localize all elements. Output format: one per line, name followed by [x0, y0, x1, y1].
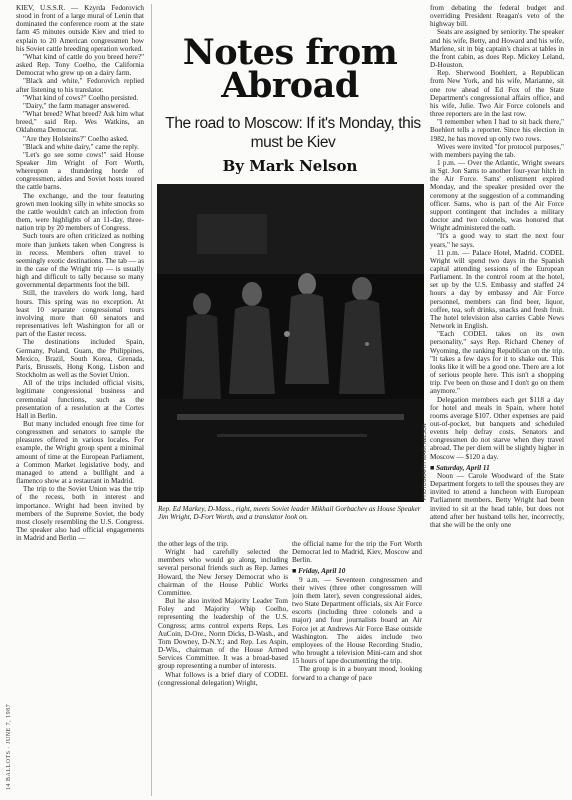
headline-line-2: Abroad — [221, 65, 359, 106]
margin-date-text: 14 BALLOTS · JUNE 7, 1987 — [6, 703, 12, 790]
paragraph: But many included enough free time for congressmen and senators to sample the pleasures offered in various locales. For example, the Wright group spent a minimal amount of time at the European Parliament, a Common Market legislative body, and managed to attend a bullfight and a flamenco show at a restaurant in Madrid. — [16, 419, 144, 486]
paragraph: Still, the travelers do work long, hard hours. This spring was no exception. At least 10 separate congressional tours involving more than 60 senators and representatives left Washington for all or part of the Easter recess. — [16, 289, 144, 339]
paragraph: The trip to the Soviet Union was the trip of the recess, both in interest and importance. Wright had been invited by members of the Supreme Soviet, the body most closely resembling the U.S. Congress. The speaker also had official engagements in Madrid and Berlin — — [16, 485, 144, 543]
paragraph: "Black and white dairy," came the reply. — [23, 142, 139, 151]
paragraph: the other legs of the trip. — [158, 540, 229, 548]
paragraph: But he also invited Majority Leader Tom Foley and Majority Whip Coelho, representing the leadership of the U.S. Congress; arms control experts Reps. Les AuCoin, D-Ore., Norm Dicks, D-Wash., and Tom Downey, D-N.Y.; and Rep. Les Aspin, D-Wis., chairman of the House Armed Services Committee. It was a broad-based group representing a number of interests. — [158, 597, 288, 671]
paragraph: Wright had carefully selected the members who would go along, including several personal friends such as Rep. James Howard, the New Jersey Democrat who is chairman of the House Public Works Committee. — [158, 548, 288, 597]
column-4 — [430, 4, 564, 796]
paragraph: "Let's go see some cows!" said House Speaker Jim Wright of Fort Worth, whereupon a thundering horde of congressmen, aides and Soviet hosts toured the cattle barns. — [16, 150, 144, 192]
news-photo — [157, 184, 424, 502]
paragraph: The group is in a buoyant mood, looking forward to a change of pace — [292, 665, 422, 682]
column-3-intro: the official name for the trip the Fort Worth Democrat led to Madrid, Kiev, Moscow and Berlin. — [292, 540, 422, 565]
paragraph: 11 p.m. — Palace Hotel, Madrid. CODEL Wright will spend two days in the Spanish capital attending sessions of the European Parliament. In the control room at the hotel, set up by the U.S. Embassy and staffed 24 hours a day by embassy and Air Force personnel, members can find beer, liquor, coffee, tea, soft drinks, snacks and fresh fruit. The hotel television also carries Cable News Network in English. — [430, 248, 564, 331]
paragraph: "What kind of cattle do you breed here?" asked Rep. Tony Coelho, the California Democrat who grew up on a dairy farm. — [16, 52, 144, 78]
subheadline: The road to Moscow: If it's Monday, this must be Kiev — [165, 115, 421, 151]
paragraph: "It's a good way to start the next four years," he says. — [430, 232, 564, 249]
dateline-saturday: ■ Saturday, April 11 — [430, 463, 490, 472]
paragraph: Delegation members each get $118 a day for hotel and meals in Spain, where hotel rooms average $107. Other expenses are paid out-of-pocket, but banquets and scheduled events help defray costs. Senators and congressmen do not starve when they travel abroad. The per diem will be slightly higher in Moscow — $120 a day. — [430, 395, 564, 461]
paragraph: Seats are assigned by seniority. The speaker and his wife, Betty, and Howard and his wife, Marlene, sit in big captain's chairs at tables in the front cabin, as does Rep. Mickey Leland, D-Houston. — [430, 28, 564, 70]
photo-caption: Rep. Ed Markey, D-Mass., right, meets Soviet leader Mikhail Gorbachev as House Speaker Jim Wright, D-Fort Worth, and a translator look on. — [158, 505, 421, 522]
paragraph: The destinations included Spain, Germany, Poland, Guam, the Philippines, Mexico, Brazil, South Korea, Grenada, Paris, Brussels, Hong Kong, Lisbon and Stockholm as well as the Soviet Union. — [16, 338, 144, 380]
paragraph: "Are they Holsteins?" Coelho asked. — [23, 134, 129, 143]
paragraph: "What breed? What breed? Ask him what breed," said Rep. Wes Watkins, an Oklahoma Democrat. — [16, 110, 144, 135]
paragraph: 1 p.m. — Over the Atlantic, Wright swears in Sgt. Jon Sams to another four-year hitch in the Air Force. Sams' enlistment expired Monday, and the speaker presided over the ceremony at the suggestion of a commanding officer. Sams, who is part of the Air Force support contingent that includes a military doctor and two colonels, was honored that Wright administered the oath. — [430, 158, 564, 233]
photo-image — [157, 184, 424, 502]
paragraph: Wives were invited "for protocol purposes," with members paying the tab. — [430, 142, 564, 159]
column-3 — [292, 540, 422, 796]
paragraph: "Each CODEL takes on its own personality," says Rep. Richard Cheney of Wyoming, the ranking Republican on the trip. "It takes a few days for it to shake out. This looks like it will be a good one. There are a lot of serious people here. This isn't a shopping trip. I've been on those and I don't go on them anymore." — [430, 330, 564, 396]
column-divider — [151, 4, 152, 796]
paragraph: from debating the federal budget and overriding President Reagan's veto of the highway bill. — [430, 4, 564, 29]
paragraph: "Black and white," Fedorovich replied after listening to his translator. — [16, 77, 144, 94]
column-1 — [16, 4, 144, 796]
photo-credit: PHOTOGRAPHY MARK NELSON — [422, 423, 428, 500]
paragraph: "What kind of cows?" Coelho persisted. — [23, 93, 139, 102]
headline — [158, 32, 422, 106]
dateline-friday: ■ Friday, April 10 — [292, 567, 346, 576]
paragraph: Noon — Carole Woodward of the State Department forgets to tell the spouses they are invited to attend a luncheon with European Parliament members. Betty Wright had been invited to sit at the head table, but does not attend after her husband tells her, incorrectly, that she will be the only one — [430, 471, 564, 529]
paragraph: What follows is a brief diary of CODEL (congressional delegation) Wright, — [158, 670, 288, 687]
headline-line-1: Notes from — [182, 32, 398, 73]
paragraph: The exchange, and the tour featuring grown men looking silly in white smocks so the cattle wouldn't catch an infection from them, were highlights of an 11-day, three-nation trip by 20 members of Congress. — [16, 191, 144, 233]
column-2 — [158, 540, 288, 796]
paragraph: 9 a.m. — Seventeen congressmen and their wives (three other congressmen will join them later), seven congressional aides, two State Department officials, six Air Force escorts (including three colonels and a major) and four journalists board an Air Force jet at Andrews Air Force Base outside Washington. The aides include two employees of the House Recording Studio, who brought a television Mini-cam and shot 15 hours of tape documenting the trip. — [292, 575, 422, 666]
paragraph: KIEV, U.S.S.R. — Kzyrda Fedorovich stood in front of a large mural of Lenin that dominated the conference room at the state farm 45 minutes outside Kiev and tried to explain to 20 American congressmen how his Soviet cattle breeding operation worked. — [16, 4, 144, 53]
paragraph: Rep. Sherwood Boehlert, a Republican from New York, and his wife, Marianne, sit one row ahead of Ed Fox of the State Department's congressional affairs office, and his wife, Julie. Two Air Force colonels and three reporters are in the last row. — [430, 69, 564, 119]
paragraph: Such tours are often criticized as nothing more than junkets taken when Congress is in recess. Members often travel to seemingly exotic destinations. The tab — as in the case of the Wright trip — is usually high and difficult to tally because so many governmental departments foot the bill. — [16, 232, 144, 290]
byline: By Mark Nelson — [222, 157, 358, 175]
paragraph: All of the trips included official visits, legitimate congressional business and ceremonial functions, such as the presentation of a resolution at the Cortes Hall in Berlin. — [16, 379, 144, 420]
paragraph: "Dairy," the farm manager answered. — [23, 101, 130, 110]
paragraph: "I remember when I had to sit back there," Boehlert tells a reporter. Since his election in 1982, he has moved up only two rows. — [430, 118, 564, 143]
